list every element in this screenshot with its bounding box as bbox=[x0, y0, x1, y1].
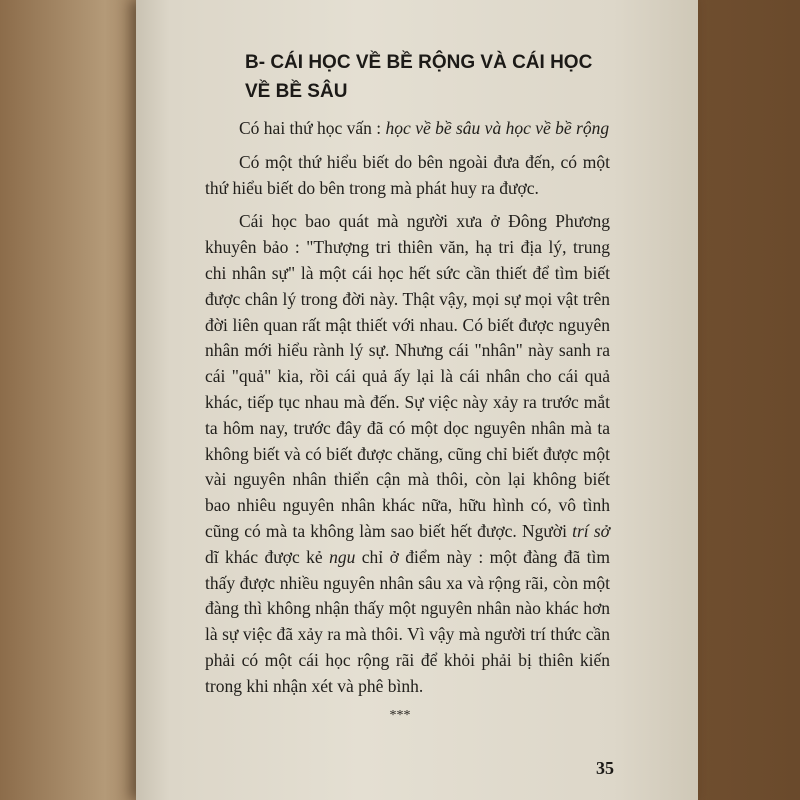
text-run: Có hai thứ học vấn : bbox=[239, 118, 386, 138]
text-run: chỉ ở điểm này : một đàng đã tìm thấy được nhiều nguyên nhân sâu xa và rộng rãi, còn một đàng thì không nhận thấy một nguyên nhân nào khác hơn là sự việc đã xảy ra mà thôi. Vì vậy mà người trí thức cần phải có một cái học rộng rãi để khỏi phải bị thiên kiến trong khi nhận xét và phê bình. bbox=[205, 546, 610, 696]
paragraph bbox=[205, 150, 610, 202]
paragraph bbox=[205, 116, 610, 142]
previous-page-edge bbox=[0, 0, 150, 800]
text-run: dĩ khác được kẻ bbox=[205, 546, 330, 567]
italic-run: ngu bbox=[329, 546, 356, 567]
italic-run: học về bề sâu và học về bề rộng bbox=[385, 118, 610, 138]
text-run: Cái học bao quát mà người xưa ở Đông Phương khuyên bảo : "Thượng tri thiên văn, hạ tri địa lý, trung chi nhân sự" là một cái học hết sức cần thiết để tìm biết được chân lý trong đời này. Thật vậy, mọi sự mọi vật trên đời liên quan rất mật thiết với nhau. Có biết được nguyên nhân mới hiểu rành lý sự. Nhưng cái "nhân" này sanh ra cái "quả" kia, rồi cái quả ấy lại là cái nhân cho cái quả khác, tiếp tục nhau mà đến. Sự việc này xảy ra trước mắt ta hôm nay, trước đây đã có một dọc nguyên nhân mà ta không biết và có biết được chăng, cũng chỉ biết được một vài nguyên nhân thiển cận mà thôi, còn lại không biết bao nhiêu nguyên nhân khác nữa, hữu hình có, vô tình cũng có mà ta không làm sao biết hết được. Người bbox=[205, 211, 610, 541]
italic-run: trí sở bbox=[572, 520, 610, 541]
body-text bbox=[205, 116, 610, 708]
section-separator: *** bbox=[389, 708, 411, 723]
page-number: 35 bbox=[596, 758, 614, 778]
paragraph bbox=[205, 209, 610, 699]
text-run: Có một thứ hiểu biết do bên ngoài đưa đến, có một thứ hiểu biết do bên trong mà phát huy ra được. bbox=[205, 151, 610, 198]
section-heading: B- CÁI HỌC VỀ BỀ RỘNG VÀ CÁI HỌC VỀ BỀ SÂU bbox=[245, 52, 593, 102]
